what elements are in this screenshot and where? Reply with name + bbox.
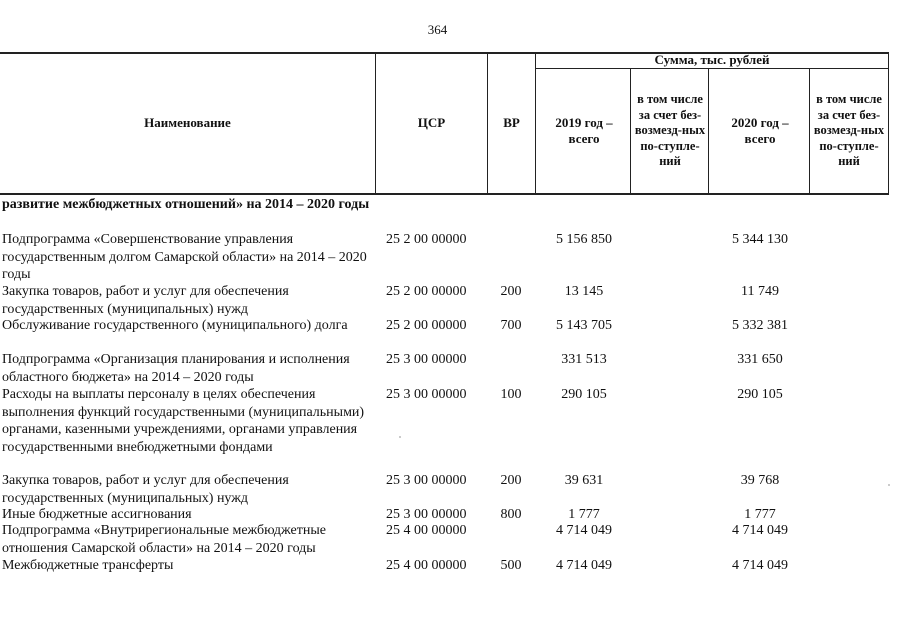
- row-sum-2019: 290 105: [561, 387, 607, 402]
- header-divider: [809, 68, 810, 194]
- row-csr: 25 2 00 00000: [386, 232, 467, 247]
- row-csr: 25 2 00 00000: [386, 318, 467, 333]
- row-sum-2020: 39 768: [740, 473, 780, 488]
- page-number: 364: [427, 22, 448, 37]
- scan-speck: [399, 436, 401, 438]
- row-csr: 25 3 00 00000: [386, 473, 467, 488]
- row-sum-2020: 4 714 049: [732, 558, 788, 573]
- row-sum-2019: 5 156 850: [556, 232, 612, 247]
- row-name: Подпрограмма «Внутрирегиональные межбюджетные отношения Самарской области» на 2014 – 2020 годы: [2, 523, 326, 556]
- row-sum-2020: 1 777: [744, 507, 776, 522]
- header-2020-total: 2020 год – всего: [731, 115, 789, 146]
- row-sum-2020: 331 650: [737, 352, 783, 367]
- header-divider: [888, 52, 889, 194]
- row-vr: 100: [500, 387, 522, 402]
- row-sum-2019: 39 631: [564, 473, 604, 488]
- row-csr: 25 3 00 00000: [386, 387, 467, 402]
- row-sum-2019: 13 145: [564, 284, 604, 299]
- row-name: Расходы на выплаты персоналу в целях обеспечения выполнения функций государственными (муниципальными) органами, казенными учреждениями, органами управления государственными внебюджетными фондами: [2, 387, 365, 455]
- row-vr: 800: [500, 507, 522, 522]
- row-sum-2020: 11 749: [741, 284, 779, 299]
- table-header: [0, 52, 889, 194]
- header-csr: ЦСР: [417, 115, 446, 130]
- row-csr: 25 2 00 00000: [386, 284, 467, 299]
- row-vr: 500: [500, 558, 522, 573]
- row-name: Обслуживание государственного (муниципального) долга: [2, 318, 348, 333]
- row-name: Подпрограмма «Совершенствование управления государственным долгом Самарской области» на 2014 – 2020 годы: [2, 232, 367, 282]
- row-name: развитие межбюджетных отношений» на 2014 – 2020 годы: [2, 197, 370, 212]
- row-sum-2020: 4 714 049: [732, 523, 788, 538]
- header-divider: [535, 52, 536, 194]
- row-sum-2020: 290 105: [737, 387, 783, 402]
- row-name: Закупка товаров, работ и услуг для обеспечения государственных (муниципальных) нужд: [2, 284, 289, 317]
- row-vr: 200: [500, 284, 522, 299]
- header-name: Наименование: [144, 115, 231, 130]
- row-sum-2019: 331 513: [561, 352, 607, 367]
- header-sum-group: Сумма, тыс. рублей: [654, 52, 770, 67]
- header-divider: [708, 68, 709, 194]
- row-sum-2020: 5 344 130: [732, 232, 788, 247]
- row-vr: 700: [500, 318, 522, 333]
- row-name: Иные бюджетные ассигнования: [2, 507, 192, 522]
- row-csr: 25 3 00 00000: [386, 352, 467, 367]
- header-2020-incl-free: в том числе за счет без-возмезд-ных по-ступле-ний: [813, 92, 885, 169]
- row-sum-2019: 5 143 705: [556, 318, 612, 333]
- row-csr: 25 4 00 00000: [386, 558, 467, 573]
- row-sum-2019: 4 714 049: [556, 558, 612, 573]
- header-divider: [630, 68, 631, 194]
- row-vr: 200: [500, 473, 522, 488]
- row-sum-2020: 5 332 381: [732, 318, 788, 333]
- row-csr: 25 4 00 00000: [386, 523, 467, 538]
- header-vr: ВР: [503, 115, 520, 130]
- row-name: Закупка товаров, работ и услуг для обеспечения государственных (муниципальных) нужд: [2, 473, 289, 506]
- scan-speck: [888, 484, 890, 486]
- header-2019-total: 2019 год – всего: [555, 115, 613, 146]
- row-sum-2019: 1 777: [568, 507, 600, 522]
- row-name: Подпрограмма «Организация планирования и исполнения областного бюджета» на 2014 – 2020 годы: [2, 352, 350, 385]
- header-2019-incl-free: в том числе за счет без-возмезд-ных по-ступле-ний: [634, 92, 706, 169]
- row-csr: 25 3 00 00000: [386, 507, 467, 522]
- row-sum-2019: 4 714 049: [556, 523, 612, 538]
- row-name: Межбюджетные трансферты: [2, 558, 174, 573]
